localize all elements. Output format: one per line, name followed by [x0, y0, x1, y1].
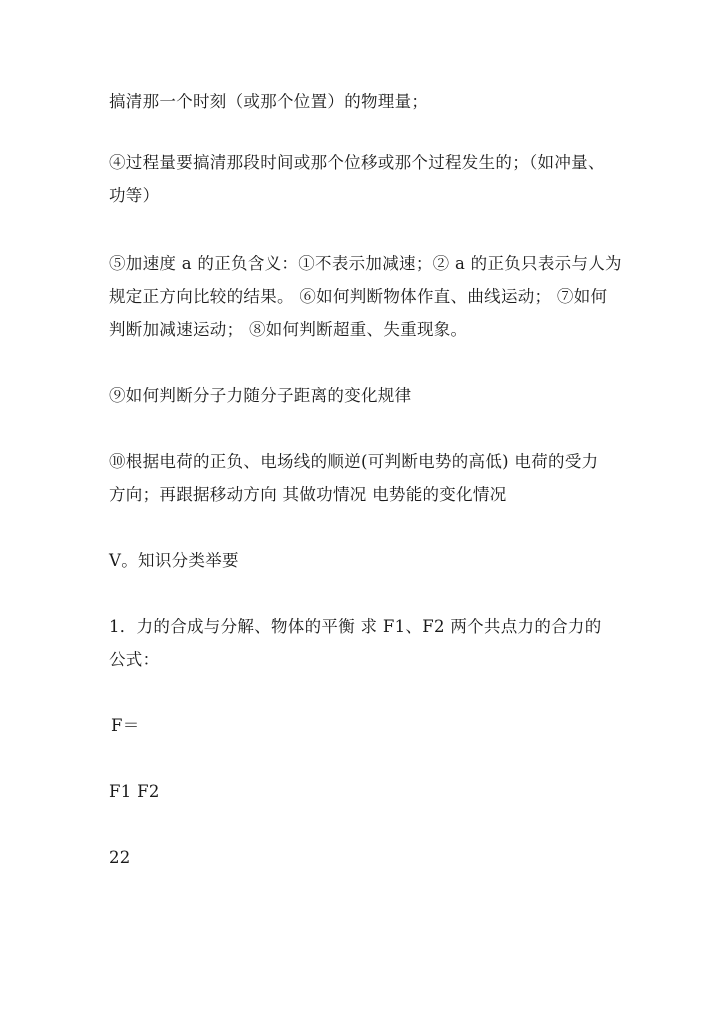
text-line-11: 1．力的合成与分解、物体的平衡 求 F1、F2 两个共点力的合力的 [109, 617, 602, 636]
text-line-12: 公式： [109, 650, 160, 669]
text-line-3: 功等） [109, 186, 160, 205]
section-heading: Ⅴ。知识分类举要 [109, 551, 239, 570]
formula-line: F＝ [111, 716, 140, 735]
text-line-1: 搞清那一个时刻（或那个位置）的物理量； [109, 92, 429, 111]
text-line-2: ④过程量要搞清那段时间或那个位移或那个过程发生的；（如冲量、 [109, 153, 605, 172]
text-line-9: 方向；再跟据移动方向 其做功情况 电势能的变化情况 [109, 485, 507, 504]
text-line-4: ⑤加速度 a 的正负含义：①不表示加减速；② a 的正负只表示与人为 [109, 254, 622, 273]
formula-terms: F1 F2 [109, 782, 160, 801]
text-line-5: 规定正方向比较的结果。 ⑥如何判断物体作直、曲线运动； ⑦如何 [109, 287, 608, 306]
formula-exponents: 22 [109, 848, 131, 867]
text-line-7: ⑨如何判断分子力随分子距离的变化规律 [109, 386, 412, 405]
text-line-6: 判断加减速运动； ⑧如何判断超重、失重现象。 [109, 320, 468, 339]
text-line-8: ⑩根据电荷的正负、电场线的顺逆(可判断电势的高低) 电荷的受力 [109, 452, 599, 471]
